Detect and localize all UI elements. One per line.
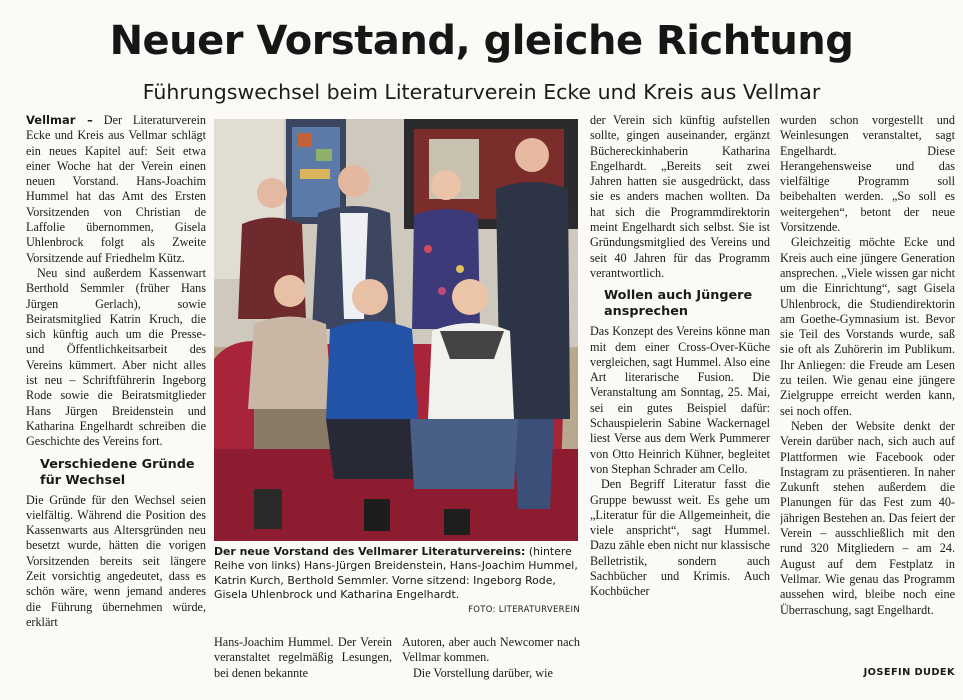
dateline: Vellmar – [26,113,93,127]
subheading-younger: Wollen auch Jüngere ansprechen [604,288,753,320]
headline: Neuer Vorstand, gleiche Richtung [109,18,854,64]
author-byline: JOSEFIN DUDEK [845,667,955,678]
paragraph-intro [26,113,206,266]
paragraph: Autoren, aber auch Newcomer nach Vellmar kommen. [402,635,580,665]
article-column-5 [780,113,955,695]
subheading-reasons: Verschiedene Gründe für Wechsel [40,456,195,488]
paragraph: Neu sind außerdem Kassenwart Berthold Semmler (früher Hans Jürgen Gerlach), sowie Beiratsmitglied Katrin Kruch, die sich künftig auch um die Presse- und Öffentlichkeitsarbeit des Vereins kümmert. Aber nicht alles ist neu – Schriftführerin Ingeborg Rode sowie die Beiratsmitglieder Hans Jürgen Breidenstein und Katharina Engelhardt schreiben die Geschichte des Vereins fort. [26,265,206,449]
caption-text: (hintere Reihe von links) Hans-Jürgen Breidenstein, Hans-Joachim Hummel, Katrin Kurch, Berthold Semmler. Vorne sitzend: Ingeborg Rode, Gisela Uhlenbrock und Katharina Engelhardt. [214,545,578,601]
article-column-3 [402,635,580,695]
group-photo-illustration [214,119,578,541]
article-column-2 [214,635,392,695]
article-column-4 [590,113,770,695]
paragraph: der Verein sich künftig aufstellen sollte, gingen auseinander, ergänzt Büchereckinhaberin Katharina Engelhardt. „Bereits seit zwei Jahren hatten sie ausgedrückt, dass sie es anders machen wollten. Da hat sich die Programmdirektorin meint Engelhardt sich selbst. Sie ist Gründungsmitglied des Vereins und seit 40 Jahren für das Programm verantwortlich. [590,113,770,280]
paragraph: Neben der Website denkt der Verein darüber nach, sich auch auf Plattformen wie Facebook oder Instagram zu präsentieren. In naher Zukunft stehen außerdem die Planungen für das Fest zum 40-jährigen Bestehen an. Das feiert der Verein – ausschließlich mit den rund 320 Mitgliedern – am 24. August auf dem Festplatz in Vellmar. Wie genau das Programm aussehen wird, bleibe noch eine Überraschung, sagt Engelhardt. [780,418,955,617]
subheadline: Führungswechsel beim Literaturverein Ecke und Kreis aus Vellmar [142,80,821,104]
paragraph: Die Vorstellung darüber, wie [413,665,553,680]
paragraph: Den Begriff Literatur fasst die Gruppe bewusst weit. Es gehe um „Literatur für die Allgemeinheit, die viele anspricht“, sagt Hummel. Dazu zähle eben nicht nur klassische Belletristik, sondern auch Sachbücher und Krimis. Auch Kochbücher [590,477,770,599]
paragraph: wurden schon vorgestellt und Weinlesungen veranstaltet, sagt Engelhardt. Diese Herangehensweise und das vielfältige Programm soll beibehalten werden. „So soll es weitergehen“, betont der neue Vorsitzende. [780,113,955,235]
article-column-1 [26,113,206,695]
paragraph: Gleichzeitig möchte Ecke und Kreis auch eine jüngere Generation ansprechen. „Viele wissen gar nicht um die Einrichtung“, sagt Gisela Uhlenbrock, die Studiendirektorin am Goethe-Gymnasium ist. Bevor sie Teil des Vorstands wurde, saß sie oft als Zuhörerin im Publikum. Ihr Anliegen: die Freude am Lesen zu teilen. Wie genau eine jüngere Zielgruppe erreicht werden kann, sei noch offen. [780,235,955,418]
paragraph: Hans-Joachim Hummel. Der Verein veranstaltet regelmäßig Lesungen, bei denen bekannte [214,635,392,680]
photo-credit: FOTO: LITERATURVEREIN [468,605,580,615]
photo-caption [214,545,580,602]
group-photo [214,119,578,541]
paragraph: Die Gründe für den Wechsel seien vielfältig. Während die Position des Kassenwarts aus Altersgründen neu besetzt wurde, hätten die vorigen Vorsitzenden bereits seit längere Zeit vorsichtig angedeutet, dass es schön wäre, wenn jemand anderes die Führung übernehmen würde, erklärt [26,492,206,629]
paragraph: Das Konzept des Vereins könne man mit dem einer Cross-Over-Küche vergleichen, sagt Hummel. Also eine Art literarische Fusion. Die Veranstaltung am Sonntag, 25. Mai, sei ein gutes Beispiel dafür: Schauspielerin Sabine Wackernagel liest Verse aus dem Werk Pummerer von Otto Heinrich Kühner, begleitet von Stephan Schrader am Cello. [590,324,770,476]
paragraph-text: Der Literaturverein Ecke und Kreis aus Vellmar schlägt ein neues Kapitel auf: Seit etwa einer Woche hat der Verein einen neuen Vorstand. Hans-Joachim Hummel hat das Amt des Ersten Vorsitzenden von Christian de Laffolie übernommen, Gisela Uhlenbrock folgt als Zweite Vorsitzende auf Friedhelm Kütz. [26,113,206,265]
caption-lead: Der neue Vorstand des Vellmarer Literaturvereins: [214,545,526,558]
